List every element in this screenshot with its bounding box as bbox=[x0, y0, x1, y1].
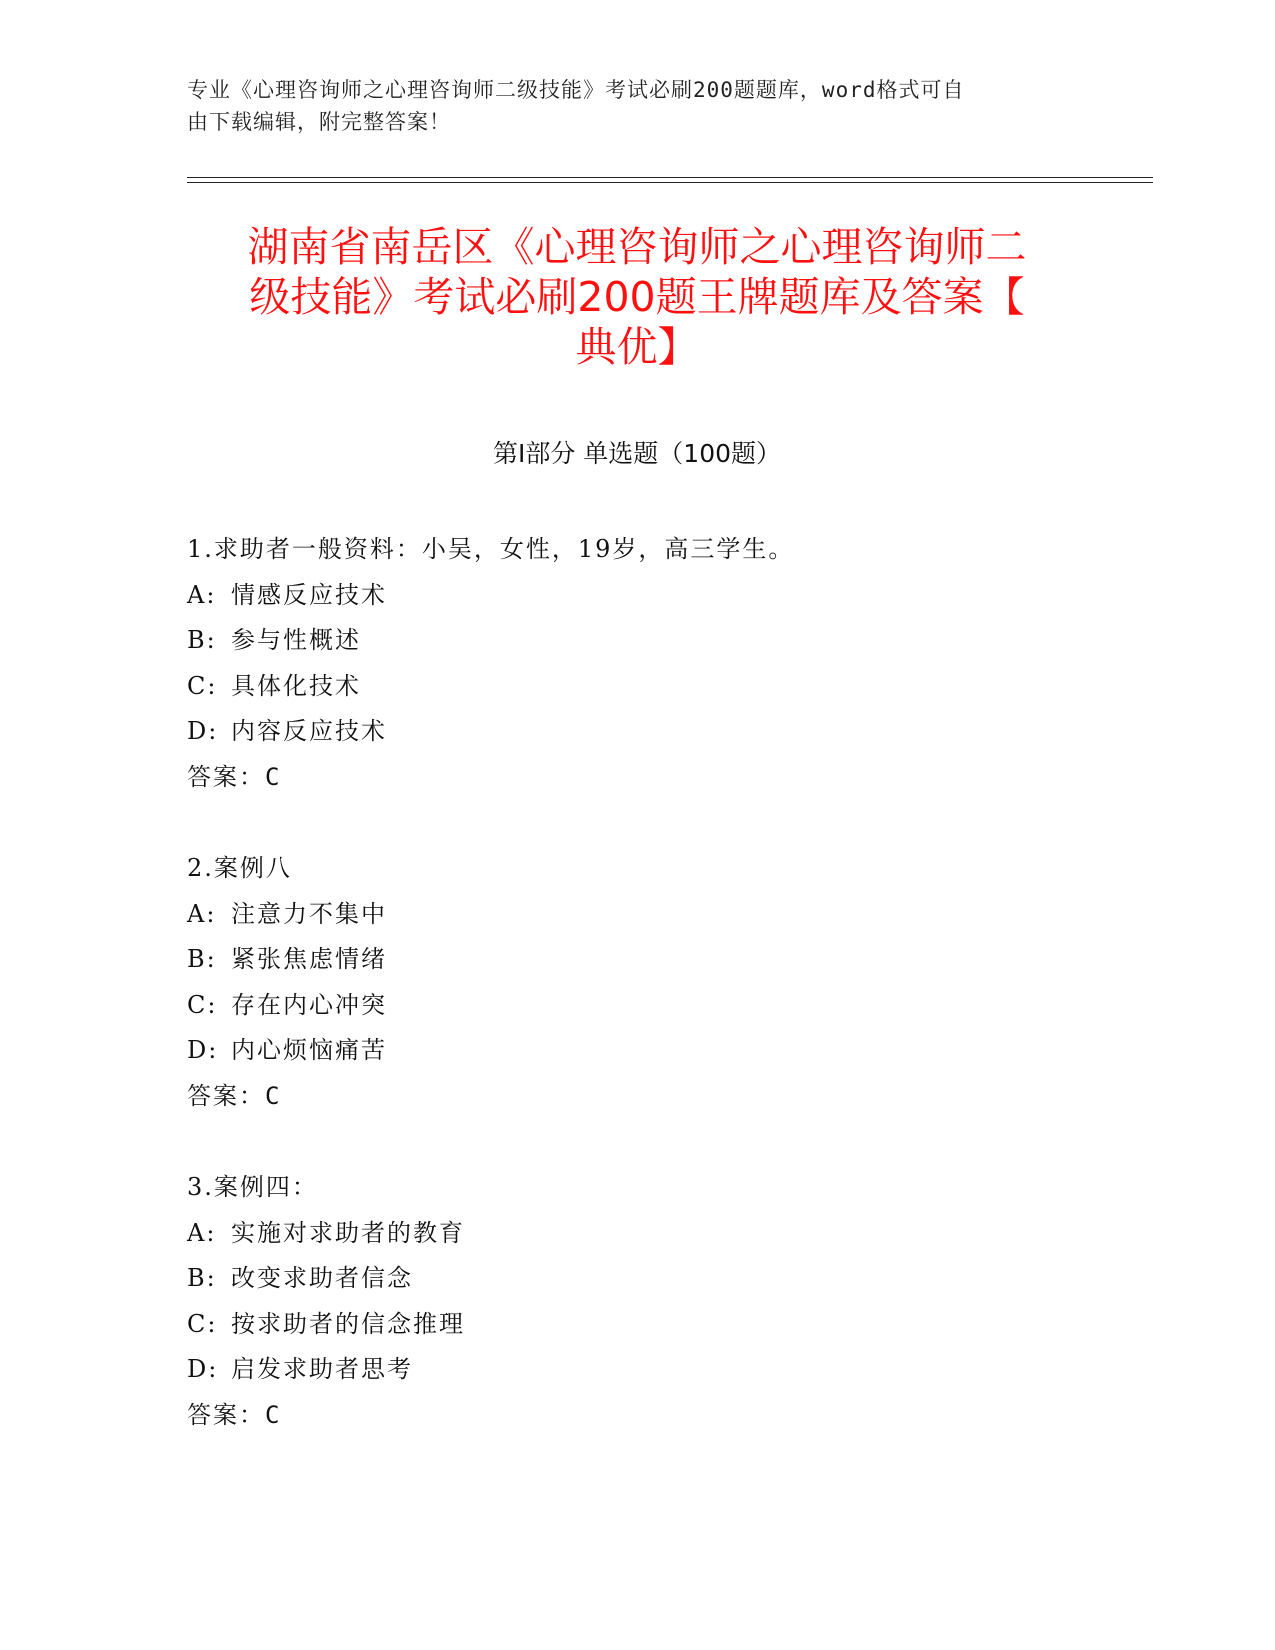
option-d bbox=[187, 1347, 1087, 1393]
option-text: 紧张焦虑情绪 bbox=[231, 945, 387, 973]
document-title bbox=[187, 222, 1087, 372]
option-a bbox=[187, 573, 1087, 619]
header-divider-top bbox=[187, 177, 1153, 178]
option-letter: A: bbox=[187, 580, 217, 609]
document-title-line-1: 湖南省南岳区《心理咨询师之心理咨询师二 bbox=[247, 223, 1027, 271]
document-title-line-2: 级技能》考试必刷200题王牌题库及答案【 bbox=[249, 273, 1025, 321]
header-note-line-2: 由下载编辑，附完整答案！ bbox=[187, 110, 451, 134]
option-letter: D: bbox=[187, 1036, 219, 1064]
header-divider-bottom bbox=[187, 182, 1153, 183]
option-letter: D: bbox=[187, 717, 219, 745]
option-b bbox=[187, 937, 1087, 983]
question-2 bbox=[187, 846, 1087, 1119]
answer-value: C bbox=[265, 1400, 280, 1429]
header-note bbox=[187, 74, 1077, 138]
question-stem: 1.求助者一般资料：小吴，女性，19岁，高三学生。 bbox=[187, 535, 795, 563]
option-text: 改变求助者信念 bbox=[231, 1264, 413, 1292]
option-c bbox=[187, 1302, 1087, 1348]
option-d bbox=[187, 1028, 1087, 1074]
answer bbox=[187, 1393, 1087, 1439]
option-text: 实施对求助者的教育 bbox=[231, 1218, 465, 1247]
answer-label: 答案： bbox=[187, 1400, 265, 1429]
header-note-line-1: 专业《心理咨询师之心理咨询师二级技能》考试必刷200题题库，word格式可自 bbox=[187, 78, 965, 102]
option-text: 注意力不集中 bbox=[231, 899, 387, 928]
answer-value: C bbox=[265, 1081, 280, 1110]
answer bbox=[187, 755, 1087, 801]
document-title-line-3: 典优】 bbox=[575, 323, 699, 371]
option-letter: C: bbox=[187, 671, 218, 700]
option-b bbox=[187, 1256, 1087, 1302]
option-letter: A: bbox=[187, 1218, 217, 1247]
option-letter: D: bbox=[187, 1355, 219, 1383]
option-text: 启发求助者思考 bbox=[231, 1355, 413, 1383]
option-text: 内心烦恼痛苦 bbox=[231, 1036, 387, 1064]
option-text: 具体化技术 bbox=[231, 671, 361, 700]
option-text: 情感反应技术 bbox=[231, 580, 387, 609]
option-letter: B: bbox=[187, 626, 217, 654]
option-text: 按求助者的信念推理 bbox=[231, 1309, 465, 1338]
answer bbox=[187, 1074, 1087, 1120]
option-letter: A: bbox=[187, 899, 217, 928]
option-d bbox=[187, 709, 1087, 755]
question-stem: 2.案例八 bbox=[187, 854, 292, 882]
question-1 bbox=[187, 527, 1087, 800]
option-letter: C: bbox=[187, 990, 218, 1019]
option-text: 存在内心冲突 bbox=[231, 990, 387, 1019]
option-letter: B: bbox=[187, 1264, 217, 1292]
option-a bbox=[187, 892, 1087, 938]
option-letter: C: bbox=[187, 1309, 218, 1338]
answer-label: 答案： bbox=[187, 1081, 265, 1110]
option-a bbox=[187, 1211, 1087, 1257]
section-title: 第Ⅰ部分 单选题（100题） bbox=[492, 439, 782, 468]
question-stem: 3.案例四： bbox=[187, 1173, 318, 1201]
option-text: 内容反应技术 bbox=[231, 717, 387, 745]
question-3 bbox=[187, 1165, 1087, 1438]
option-b bbox=[187, 618, 1087, 664]
answer-label: 答案： bbox=[187, 762, 265, 791]
option-letter: B: bbox=[187, 945, 217, 973]
option-c bbox=[187, 664, 1087, 710]
option-text: 参与性概述 bbox=[231, 626, 361, 654]
option-c bbox=[187, 983, 1087, 1029]
answer-value: C bbox=[265, 762, 280, 791]
